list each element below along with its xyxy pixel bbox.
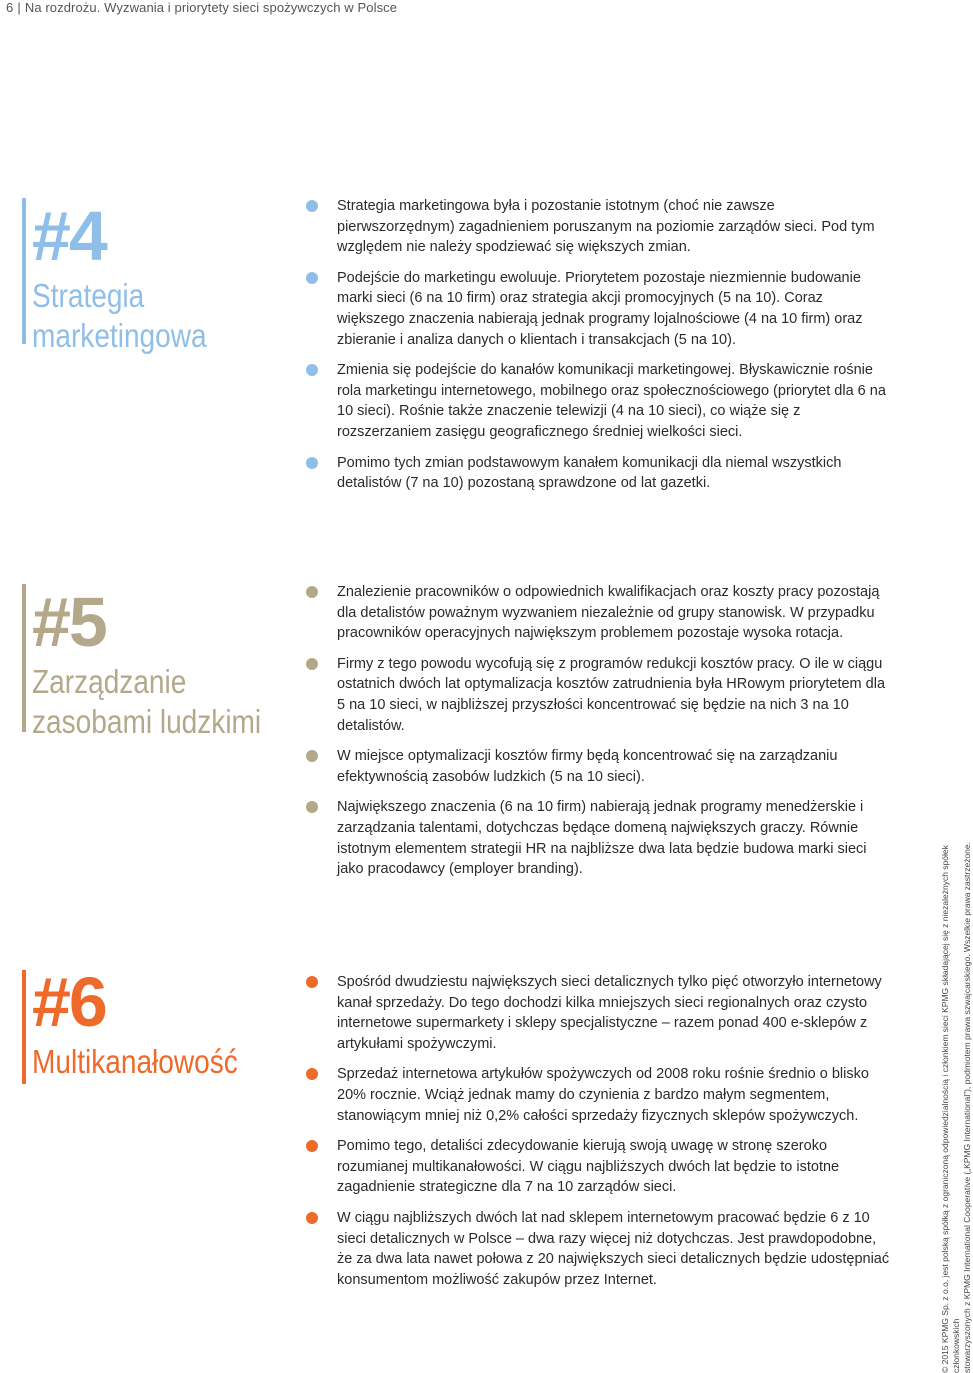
section-6-bullets [306, 972, 891, 1300]
header-separator: | [17, 0, 21, 15]
header-title-rest: Wyzwania i priorytety sieci spożywczych w Polsce [104, 0, 398, 15]
bullet-item [306, 360, 891, 442]
bullet-text: Sprzedaż internetowa artykułów spożywczych od 2008 roku rośnie średnio o blisko 20% rocznie. Wciąż jednak mamy do czynienia z bardzo małym segmentem, stanowiącym mniej niż 0,2% całości sprzedaży fizycznych sklepów spożywczych. [337, 1066, 869, 1124]
bullet-dot [306, 1068, 318, 1080]
section-5-title-block [22, 582, 302, 742]
bullet-text: Znalezienie pracowników o odpowiednich kwalifikacjach oraz koszty pracy pozostają dla detalistów poważnym wyzwaniem niezależnie od grupy stanowisk. W przypadku pracowników operacyjnych największym problemem pozostaje wysoka rotacja. [337, 584, 880, 642]
page-number: 6 [6, 0, 14, 15]
section-5-title-line-1: Zarządzanie [32, 663, 187, 700]
section-4-bullets [306, 196, 891, 504]
copyright-line-1: © 2015 KPMG Sp. z o.o. jest polską spółką z ograniczoną odpowiedzialnością i członkiem sieci KPMG składającej się z niezależnych spółek członkowskich [940, 845, 961, 1373]
bullet-text: Największego znaczenia (6 na 10 firm) nabierają jednak programy menedżerskie i zarządzania talentami, dotychczas będące domeną największych graczy. Równie istotnym elementem strategii HR na najbliższe dwa lata będzie budowa marki sieci jako pracodawcy (employer branding). [337, 799, 867, 878]
section-6-number: #6 [32, 963, 106, 1041]
section-5-accent-bar [22, 584, 26, 732]
bullet-item [306, 453, 891, 494]
bullet-item [306, 1064, 891, 1126]
bullet-dot [306, 1140, 318, 1152]
bullet-dot [306, 658, 318, 670]
bullet-text: Zmienia się podejście do kanałów komunikacji marketingowej. Błyskawicznie rośnie rola marketingu internetowego, mobilnego oraz społecznościowego (priorytet dla 6 na 10 sieci). Rośnie także znaczenie telewizji (4 na 10 sieci), co wiąże się z rozszerzaniem zasięgu geograficznego średniej wielkości sieci. [337, 362, 886, 440]
copyright-note [940, 813, 973, 1373]
section-4-title-block [22, 196, 237, 356]
section-5-number: #5 [32, 583, 106, 661]
bullet-item [306, 582, 891, 644]
bullet-text: Strategia marketingowa była i pozostanie istotnym (choć nie zawsze pierwszorzędnym) zagadnieniem poruszanym na poziomie zarządów sieci. Pod tym względem nie należy spodziewać się większych zmian. [337, 198, 875, 256]
bullet-item [306, 196, 891, 258]
bullet-dot [306, 976, 318, 988]
bullet-item [306, 972, 891, 1054]
bullet-item [306, 654, 891, 736]
bullet-item [306, 1136, 891, 1198]
bullet-text: Podejście do marketingu ewoluuje. Priorytetem pozostaje niezmiennie budowanie marki sieci (6 na 10 firm) oraz strategia akcji promocyjnych (5 na 10). Coraz większego znaczenia nabierają jednak programy lojalnościowe (4 na 10 firm) oraz zbieranie i analiza danych o klientach i transakcjach (5 na 10). [337, 269, 863, 348]
section-6-accent-bar [22, 970, 26, 1084]
bullet-dot [306, 364, 318, 376]
bullet-text: W miejsce optymalizacji kosztów firmy będą koncentrować się na zarządzaniu efektywnością zasobów ludzkich (5 na 10 sieci). [337, 748, 838, 785]
bullet-dot [306, 750, 318, 762]
section-4-number: #4 [32, 197, 106, 275]
bullet-item [306, 1208, 891, 1290]
section-4-title-line-1: Strategia [32, 277, 145, 314]
bullet-item [306, 797, 891, 879]
bullet-text: Firmy z tego powodu wycofują się z programów redukcji kosztów pracy. O ile w ciągu ostatnich dwóch lat optymalizacja kosztów zatrudnienia była HRowym priorytetem dla 5 na 10 sieci, w najbliższej przyszłości koncentrować się będzie na nich 3 na 10 detalistów. [337, 655, 886, 734]
page-header [6, 0, 397, 15]
bullet-dot [306, 801, 318, 813]
bullet-dot [306, 1212, 318, 1224]
section-4-title-line-2: marketingowa [32, 317, 207, 354]
section-5-title-line-2: zasobami ludzkimi [32, 703, 262, 740]
bullet-dot [306, 200, 318, 212]
header-title-prefix: Na rozdrożu. [24, 0, 101, 15]
bullet-dot [306, 457, 318, 469]
bullet-item [306, 746, 891, 787]
bullet-text: Pomimo tego, detaliści zdecydowanie kierują swoją uwagę w stronę szeroko rozumianej multikanałowości. W ciągu najbliższych dwóch lat będzie to istotne zagadnienie strategiczne dla 7 na 10 zarządów sieci. [337, 1138, 840, 1196]
bullet-item [306, 268, 891, 350]
bullet-text: W ciągu najbliższych dwóch lat nad sklepem internetowym pracować będzie 6 z 10 sieci detalicznych w Polsce – dwa razy więcej niż dotychczas. Jest prawdopodobne, że za dwa lata nawet połowa z 20 największych sieci detalicznych będzie udostępniać konsumentom możliwość zakupów przez Internet. [337, 1209, 890, 1288]
bullet-text: Spośród dwudziestu największych sieci detalicznych tylko pięć otworzyło internetowy kanał sprzedaży. Do tego dochodzi kilka mniejszych sieci regionalnych oraz czysto internetowe supermarkety i sklepy specjalistyczne – razem ponad 400 e-sklepów z artykułami spożywczymi. [337, 974, 882, 1052]
section-5-bullets [306, 582, 891, 890]
section-6-title-line-1: Multikanałowość [32, 1043, 238, 1080]
section-4-accent-bar [22, 198, 26, 344]
section-6-title-block [22, 962, 274, 1082]
bullet-dot [306, 272, 318, 284]
copyright-line-2: stowarzyszonych z KPMG International Cooperative („KPMG International”), podmiotem prawa szwajcarskiego. Wszelkie prawa zastrzeżone. [962, 842, 972, 1373]
bullet-text: Pomimo tych zmian podstawowym kanałem komunikacji dla niemal wszystkich detalistów (7 na 10) pozostaną sprawdzone od lat gazetki. [337, 454, 842, 492]
bullet-dot [306, 586, 318, 598]
